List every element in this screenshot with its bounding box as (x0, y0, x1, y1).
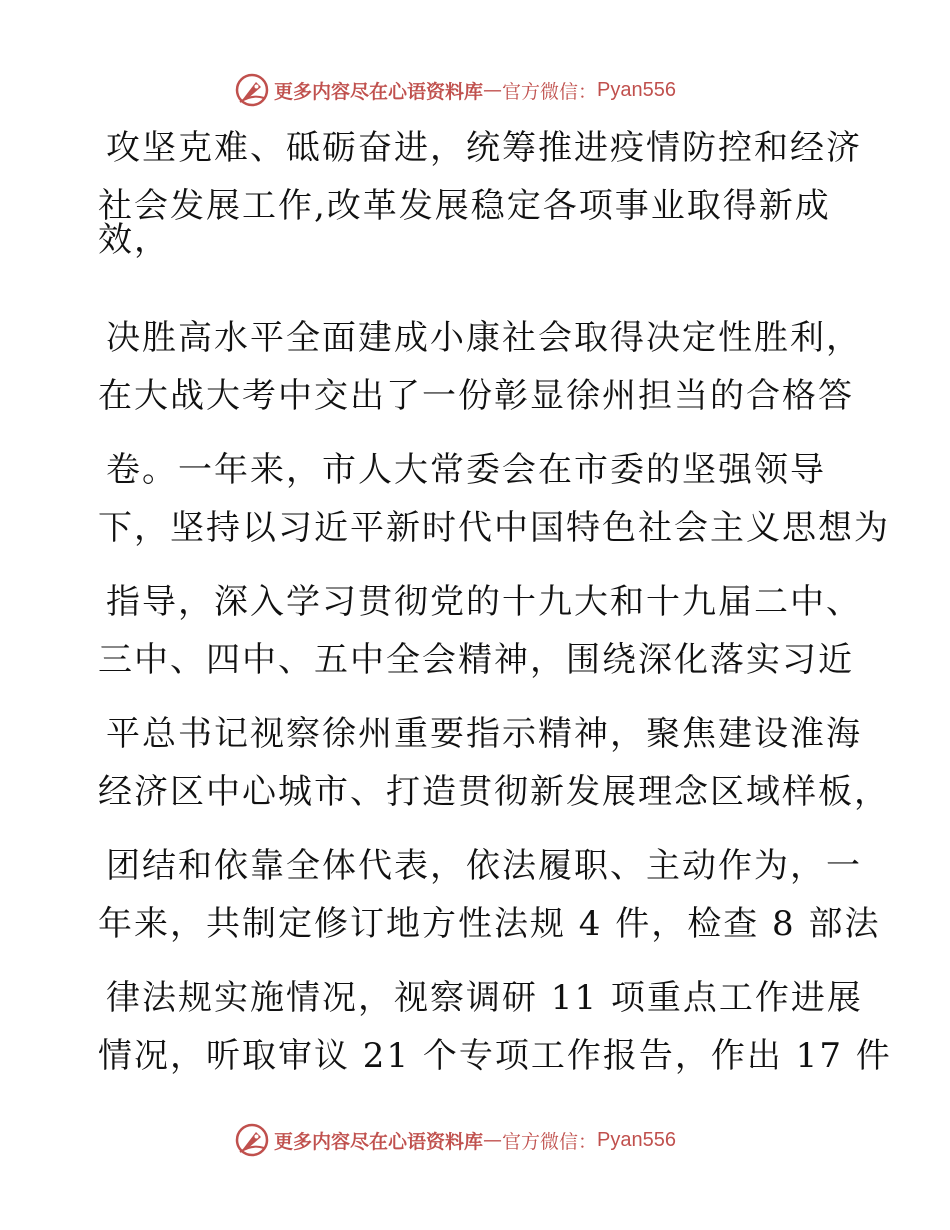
text-line: 三中、四中、五中全会精神，围绕深化落实习近 (98, 640, 854, 680)
text-line: 年来，共制定修订地方性法规 4 件，检查 8 部法 (98, 904, 881, 944)
pen-nib-logo-icon (234, 1122, 270, 1158)
text-line: 情况，听取审议 21 个专项工作报告，作出 17 件 (98, 1036, 892, 1076)
text-line: 决胜高水平全面建成小康社会取得决定性胜利， (106, 318, 862, 358)
header-banner (0, 70, 950, 110)
banner-slogan: 更多内容尽在心语资料库 (274, 1130, 484, 1153)
banner-wechat-id: Pyan556 (597, 78, 676, 101)
banner-slogan: 更多内容尽在心语资料库 (274, 80, 484, 103)
text-line: 社会发展工作,改革发展稳定各项事业取得新成 (98, 186, 831, 226)
text-line: 平总书记视察徐州重要指示精神，聚焦建设淮海 (106, 714, 862, 754)
text-line: 经济区中心城市、打造贯彻新发展理念区域样板， (98, 772, 890, 812)
text-line: 攻坚克难、砥砺奋进，统筹推进疫情防控和经济 (106, 128, 862, 168)
text-line: 在大战大考中交出了一份彰显徐州担当的合格答 (98, 376, 854, 416)
header-banner-content (234, 70, 676, 110)
text-line: 下，坚持以习近平新时代中国特色社会主义思想为 (98, 508, 890, 548)
banner-dash: — (483, 1129, 503, 1151)
banner-dash: — (483, 79, 503, 101)
footer-banner (0, 1120, 950, 1160)
text-line: 团结和依靠全体代表，依法履职、主动作为，一 (106, 846, 862, 886)
banner-wechat-label: 官方微信： (502, 80, 598, 103)
pen-nib-logo-icon (234, 72, 270, 108)
text-line: 卷。一年来，市人大常委会在市委的坚强领导 (106, 450, 826, 490)
text-line: 效， (98, 220, 170, 260)
footer-banner-content (234, 1120, 676, 1160)
text-line: 指导，深入学习贯彻党的十九大和十九届二中、 (106, 582, 862, 622)
banner-wechat-label: 官方微信： (502, 1130, 598, 1153)
banner-wechat-id: Pyan556 (597, 1128, 676, 1151)
text-line: 律法规实施情况，视察调研 11 项重点工作进展 (106, 978, 863, 1018)
